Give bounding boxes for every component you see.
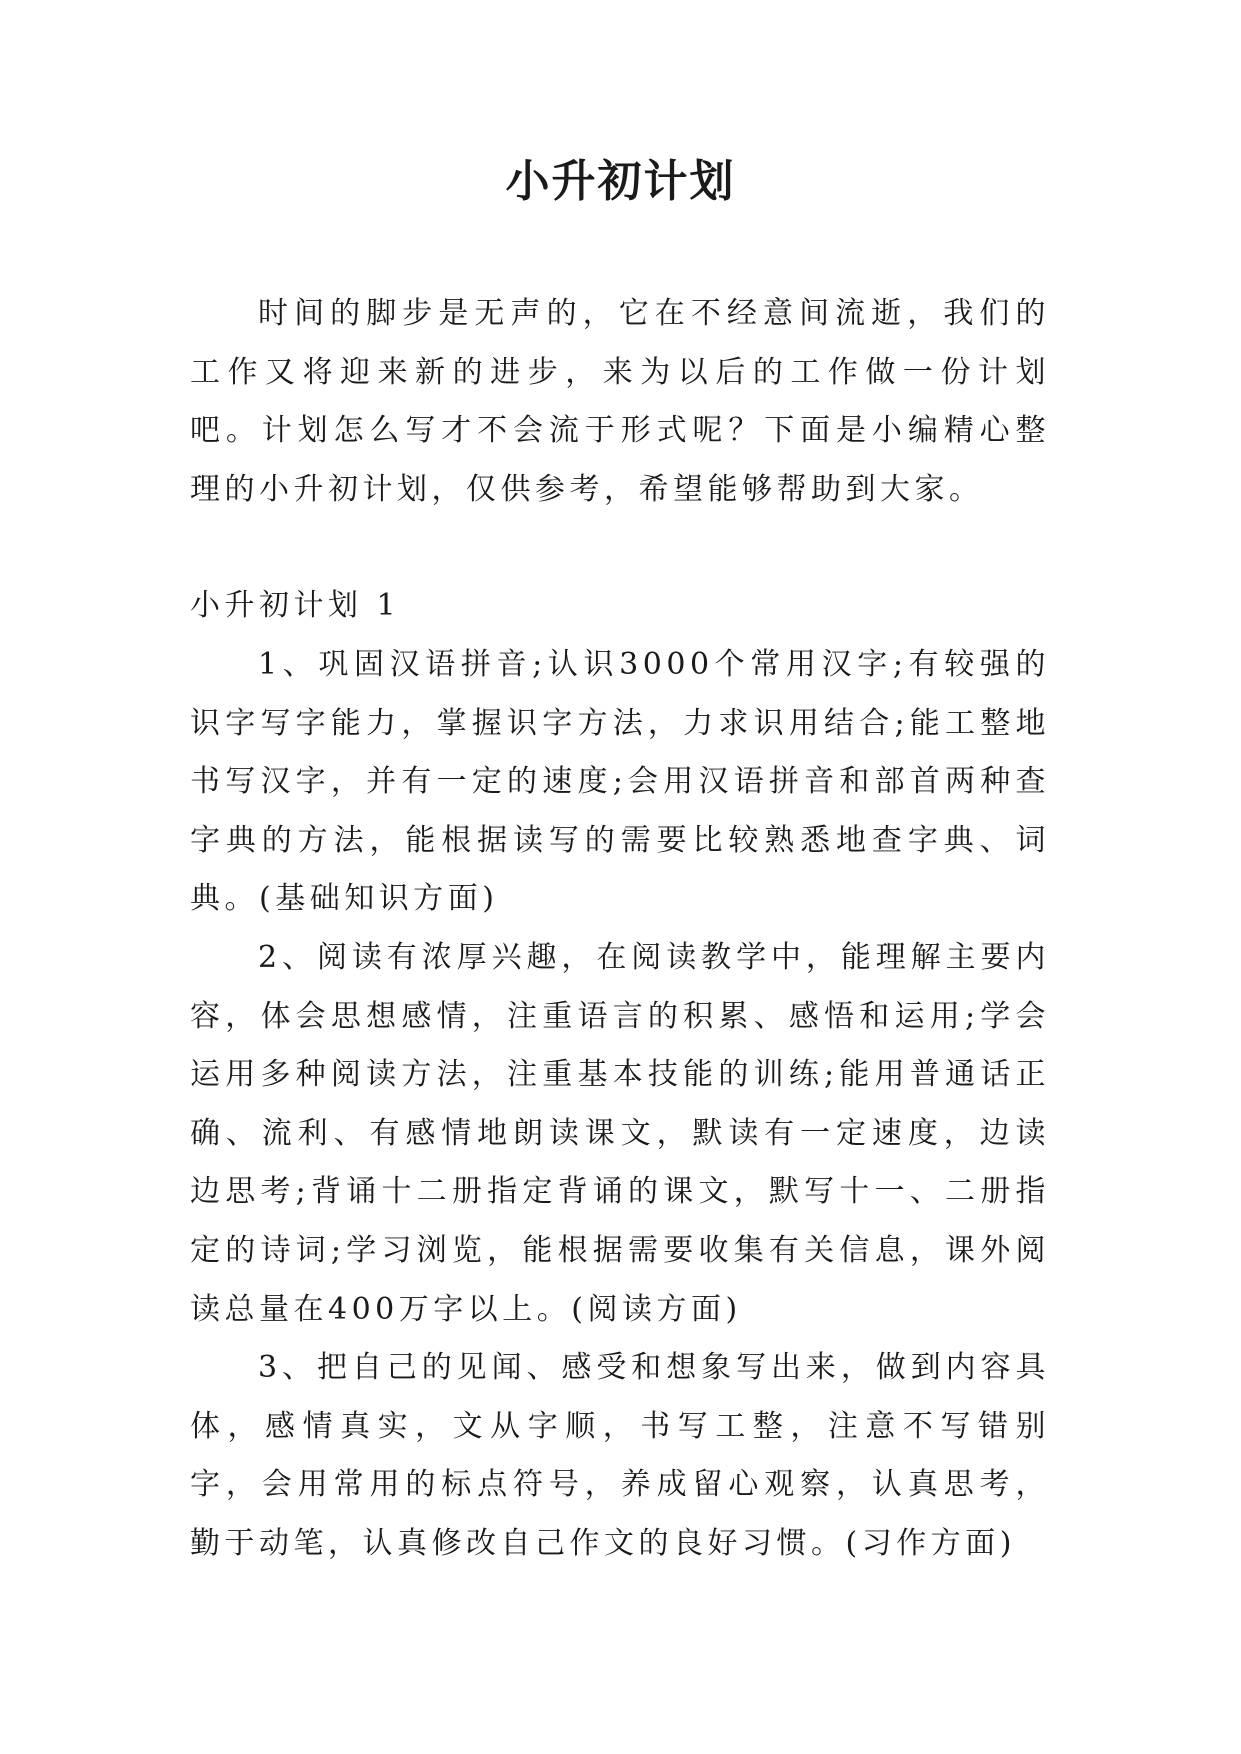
document-body bbox=[190, 285, 1050, 1573]
plan-item-1: 1、巩固汉语拼音;认识3000个常用汉字;有较强的识字写字能力，掌握识字方法，力求识用结合;能工整地书写汉字，并有一定的速度;会用汉语拼音和部首两种查字典的方法，能根据读写的需要比较熟悉地查字典、词典。(基础知识方面) bbox=[190, 646, 1050, 917]
plan-item-2: 2、阅读有浓厚兴趣，在阅读教学中，能理解主要内容，体会思想感情，注重语言的积累、感悟和运用;学会运用多种阅读方法，注重基本技能的训练;能用普通话正确、流利、有感情地朗读课文，默读有一定速度，边读边思考;背诵十二册指定背诵的课文，默写十一、二册指定的诗词;学习浏览，能根据需要收集有关信息，课外阅读总量在400万字以上。(阅读方面) bbox=[190, 939, 1050, 1327]
paragraph-spacer bbox=[190, 519, 1050, 577]
plan-item-3: 3、把自己的见闻、感受和想象写出来，做到内容具体，感情真实，文从字顺，书写工整，注意不写错别字，会用常用的标点符号，养成留心观察，认真思考，勤于动笔，认真修改自己作文的良好习惯。(习作方面) bbox=[190, 1350, 1050, 1561]
document-title: 小升初计划 bbox=[505, 156, 736, 207]
section-heading: 小升初计划 1 bbox=[190, 588, 401, 624]
intro-paragraph: 时间的脚步是无声的，它在不经意间流逝，我们的工作又将迎来新的进步，来为以后的工作做一份计划吧。计划怎么写才不会流于形式呢？下面是小编精心整理的小升初计划，仅供参考，希望能够帮助到大家。 bbox=[190, 296, 1050, 507]
